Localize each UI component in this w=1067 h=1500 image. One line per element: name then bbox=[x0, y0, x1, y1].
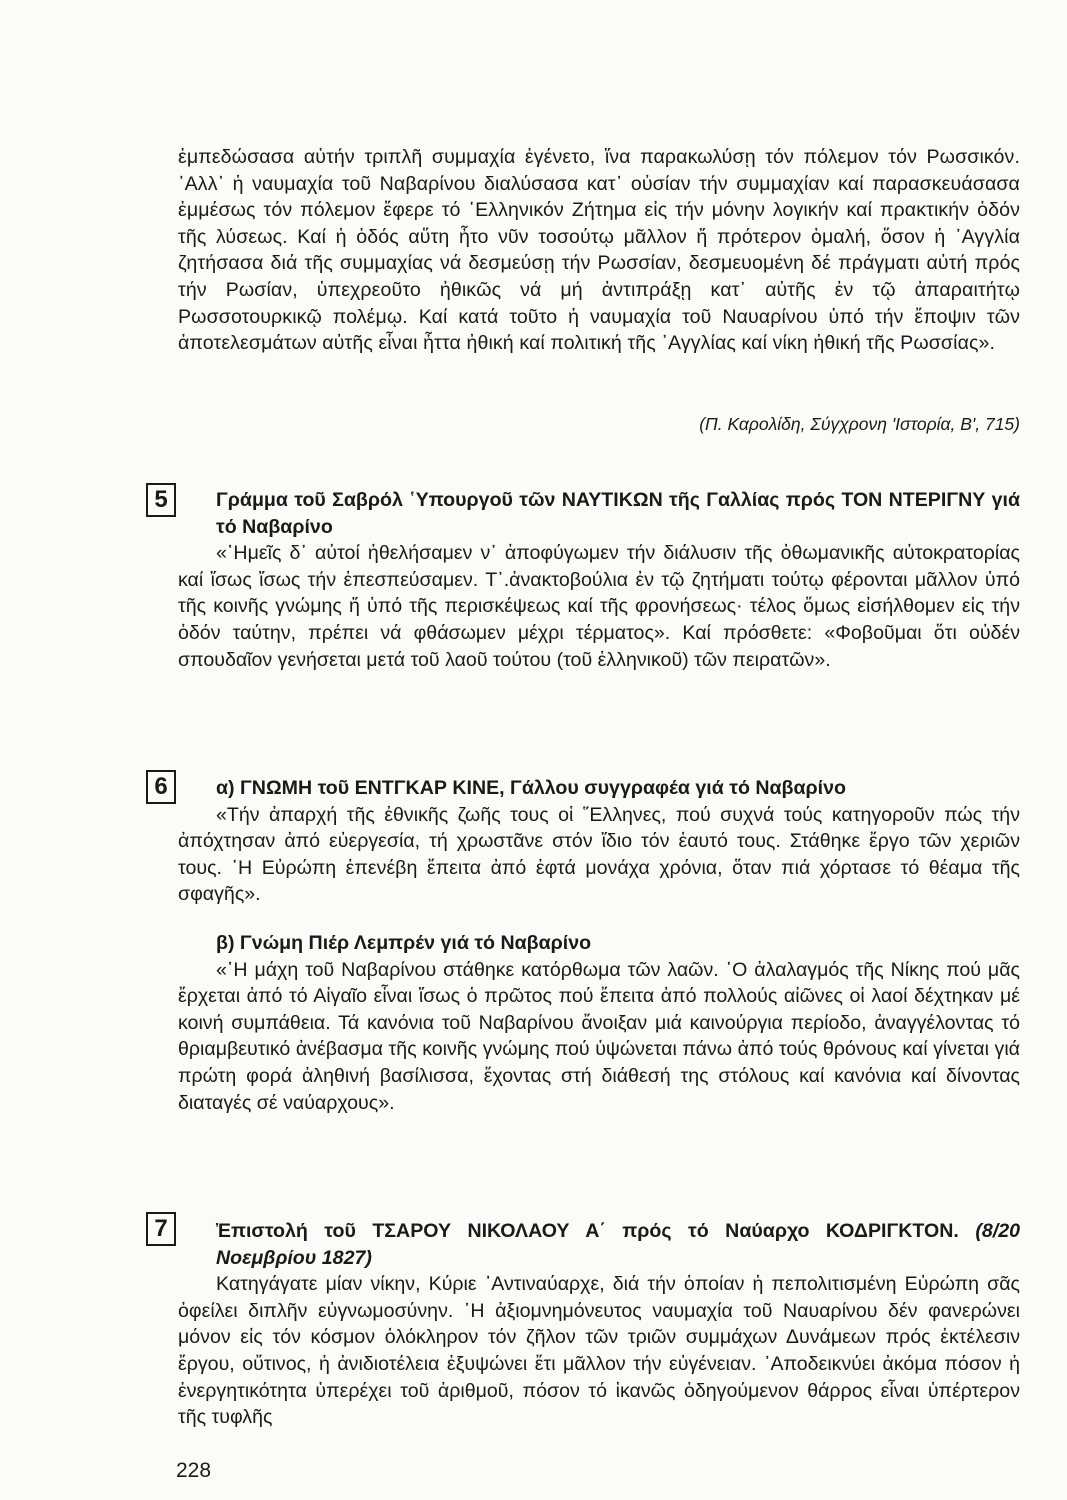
section-7-heading bbox=[178, 1218, 1020, 1271]
section-7 bbox=[178, 1218, 1020, 1431]
section-7-body: Κατηγάγατε μίαν νίκην, Κύριε ᾿Αντιναύαρχε, διά τήν ὁποίαν ἡ πεπολιτισμένη Εὐρώπη σᾶς ὀφείλει διπλῆν εὐγνωμοσύνην. ῾Η ἀξιομνημόνευτος ναυμαχία τοῦ Ναυαρίνου δέν φανερώνει μόνον εἰς τόν κόσμον ὁλόκληρον τόν ζῆλον τῶν τριῶν συμμάχων Δυνάμεων πρός ἐκτέλεσιν ἔργου, οὔτινος, ἡ ἀνιδιοτέλεια ἐξυψώνει ἔτι μᾶλλον τήν εὐγένειαν. ᾿Αποδεικνύει ἀκόμα πόσον ἡ ἐνεργητικότητα ὑπερέχει τοῦ ἀριθμοῦ, πόσον τό ἱκανῶς ὁδηγούμενον θάρρος εἶναι ὑπέρτερον τῆς τυφλῆς bbox=[178, 1273, 1020, 1429]
section-5-heading: Γράμμα τοῦ Σαβρόλ ῾Υπουργοῦ τῶν ΝΑΥΤΙΚΩΝ τῆς Γαλλίας πρός ΤΟΝ ΝΤΕΡΙΓΝΥ γιά τό Ναβαρίνο bbox=[216, 489, 1020, 538]
intro-paragraph bbox=[178, 144, 1020, 357]
intro-text: ἐμπεδώσασα αὐτήν τριπλῆ συμμαχία ἐγένετο, ἵνα παρακωλύσῃ τόν πόλεμον τόν Ρωσσικόν. ᾿Αλλ᾿ ἡ ναυμαχία τοῦ Ναβαρίνου διαλύσασα κατ᾿ οὐσίαν τήν συμμαχίαν καί παρασκευάσασα ἐμμέσως τόν πόλεμον ἔφερε τό ῾Ελληνικόν Ζήτημα εἰς τήν μόνην λογικήν καί πρακτικήν ὁδόν τῆς λύσεως. Καί ἡ ὁδός αὕτη ἦτο νῦν τοσούτῳ μᾶλλον ἤ πρότερον ὁμαλή, ὅσον ἡ ᾿Αγγλία ζητήσασα διά τῆς συμμαχίας νά δεσμεύσῃ τήν Ρωσσίαν, δεσμευομένη δέ πράγματι αὐτή πρός τήν Ρωσίαν, ὑπεχρεοῦτο ἠθικῶς νά μή ἀντιπράξῃ κατ᾿ αὐτῆς ἐν τῷ ἀπαραιτήτῳ Ρωσσοτουρκικῷ πολέμῳ. Καί κατά τοῦτο ἡ ναυμαχία τοῦ Ναυαρίνου ὑπό τήν ἔποψιν τῶν ἀποτελεσμάτων αὐτῆς εἶναι ἧττα ἠθική καί πολιτική τῆς ᾿Αγγλίας καί νίκη ἠθική τῆς Ρωσσίας». bbox=[178, 146, 1020, 355]
section-5 bbox=[178, 487, 1020, 673]
section-number-5: 5 bbox=[146, 483, 176, 517]
section-6a bbox=[178, 775, 1020, 908]
section-6b-body: «῾Η μάχη τοῦ Ναβαρίνου στάθηκε κατόρθωμα τῶν λαῶν. ῾Ο ἀλαλαγμός τῆς Νίκης πού μᾶς ἔρχεται ἀπό τό Αἰγαῖο εἶναι ἴσως ὁ πρῶτος πού ἔπειτα ἀπό πολλούς αἰῶνες οἱ λαοί δέχτηκαν μέ κοινή συμπάθεια. Τά κανόνια τοῦ Ναβαρίνου ἄνοιξαν μιά καινούργια περίοδο, ἀναγγέλοντας τό θριαμβευτικό ἀνέβασμα τῆς κοινῆς γνώμης πού ὑψώνεται πάνω ἀπό τούς θρόνους καί γίνεται γιά πρώτη φορά ἀληθινή βασίλισσα, ἔχοντας στή διάθεσή της στόλους καί κανόνια καί δίνοντας διαταγές σέ ναύαρχους». bbox=[178, 958, 1020, 1114]
section-6b-heading: β) Γνώμη Πιέρ Λεμπρέν γιά τό Ναβαρίνο bbox=[216, 932, 592, 954]
section-number-7: 7 bbox=[146, 1212, 176, 1246]
citation: (Π. Καρολίδη, Σύγχρονη 'Ιστορία, Β', 715) bbox=[699, 414, 1020, 434]
section-number-6: 6 bbox=[146, 770, 176, 804]
section-6a-body: «Τήν ἀπαρχή τῆς ἐθνικῆς ζωῆς τους οἱ ῞Ελληνες, πού συχνά τούς κατηγοροῦν πώς τήν ἀπόχτησαν ἀπό εὐεργεσία, τή χρωστᾶνε στόν ἴδιο τόν ἑαυτό τους. Στάθηκε ἔργο τῶν χεριῶν τους. ῾Η Εὐρώπη ἐπενέβη ἔπειτα ἀπό ἑφτά μονάχα χρόνια, ὅταν πιά χόρτασε τό θέαμα τῆς σφαγῆς». bbox=[178, 803, 1020, 906]
section-6a-heading: α) ΓΝΩΜΗ τοῦ ΕΝΤΓΚΑΡ ΚΙΝΕ, Γάλλου συγγραφέα γιά τό Ναβαρίνο bbox=[216, 777, 846, 799]
section-5-body: «῾Ημεῖς δ᾿ αὐτοί ἠθελήσαμεν ν᾿ ἀποφύγωμεν τήν διάλυσιν τῆς ὀθωμανικῆς αὐτοκρατορίας καί ἴσως ἴσως τήν ἐπεσπεύσαμεν. Τ᾿.ἀνακτοβούλια ἐν τῷ ζητήματι τούτῳ φέρονται μᾶλλον ὑπό τῆς κοινῆς γνώμης ἤ ὑπό τῆς περισκέψεως καί τῆς φρονήσεως· τέλος ὅμως εἰσήλθομεν εἰς τήν ὁδόν ταύτην, πρέπει νά φθάσωμεν μέχρι τέρματος». Καί πρόσθετε: «Φοβοῦμαι ὅτι οὐδέν σπουδαῖον γενήσεται μετά τοῦ λαοῦ τούτου (τοῦ ἑλληνικοῦ) τῶν πειρατῶν». bbox=[178, 542, 1020, 671]
section-7-heading-title: Ἐπιστολή τοῦ ΤΣΑΡΟΥ ΝΙΚΟΛΑΟΥ Α΄ πρός τό Ναύαρχο ΚΟΔΡΙΓΚΤΟΝ. bbox=[216, 1220, 959, 1242]
page-number: 228 bbox=[176, 1459, 212, 1482]
section-7-heading-date: (8/20 Νοεμβρίου 1827) bbox=[216, 1220, 1020, 1269]
section-6b bbox=[178, 930, 1020, 1116]
